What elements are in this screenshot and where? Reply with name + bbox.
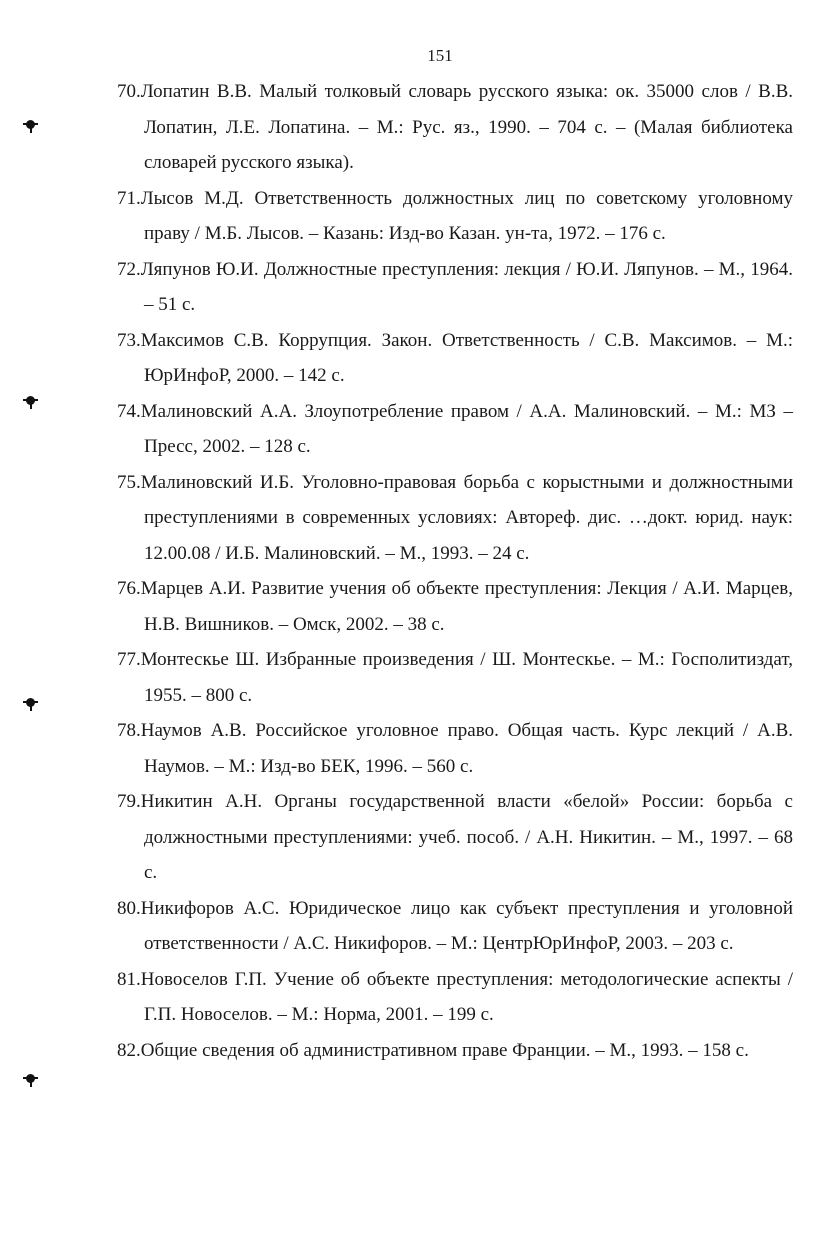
bibliography-entry bbox=[117, 891, 793, 962]
entry-number: 81. bbox=[117, 968, 141, 990]
entry-number: 71. bbox=[117, 187, 141, 209]
entry-text: Малиновский И.Б. Уголовно-правовая борьба с корыстными и должностными преступлениями в современных условиях: Автореф. дис. …докт. юрид. наук: 12.00.08 / И.Б. Малиновский. – М., 1993. – 24 с. bbox=[140, 471, 793, 564]
bibliography-entry bbox=[117, 394, 793, 465]
bibliography-entry bbox=[117, 323, 793, 394]
bibliography-list bbox=[117, 74, 793, 1068]
entry-text: Наумов А.В. Российское уголовное право. Общая часть. Курс лекций / А.В. Наумов. – М.: Изд-во БЕК, 1996. – 560 с. bbox=[140, 720, 793, 777]
binding-hole-mark bbox=[26, 396, 35, 405]
entry-text: Никитин А.Н. Органы государственной власти «белой» России: борьба с должностными преступлениями: учеб. пособ. / А.Н. Никитин. – М., 1997. – 68 с. bbox=[140, 791, 793, 883]
entry-number: 72. bbox=[117, 258, 141, 280]
entry-number: 79. bbox=[117, 791, 141, 812]
entry-text: Лысов М.Д. Ответственность должностных лиц по советскому уголовному праву / М.Б. Лысов. – Казань: Изд-во Казан. ун-та, 1972. – 176 с. bbox=[140, 187, 793, 244]
bibliography-entry bbox=[117, 713, 793, 784]
binding-hole-mark bbox=[26, 1074, 35, 1083]
bibliography-entry bbox=[117, 181, 793, 252]
bibliography-entry bbox=[117, 642, 793, 713]
entry-number: 74. bbox=[117, 400, 141, 422]
bibliography-entry bbox=[117, 962, 793, 1033]
bibliography-entry bbox=[117, 571, 793, 642]
entry-number: 78. bbox=[117, 720, 141, 741]
entry-text: Марцев А.И. Развитие учения об объекте преступления: Лекция / А.И. Марцев, Н.В. Вишников. – Омск, 2002. – 38 с. bbox=[140, 578, 793, 635]
entry-text: Максимов С.В. Коррупция. Закон. Ответственность / С.В. Максимов. – М.: ЮрИнфоР, 2000. – 142 с. bbox=[140, 329, 793, 386]
entry-text: Ляпунов Ю.И. Должностные преступления: лекция / Ю.И. Ляпунов. – М., 1964. – 51 с. bbox=[140, 258, 793, 315]
entry-text: Общие сведения об административном праве Франции. – М., 1993. – 158 с. bbox=[140, 1039, 749, 1061]
entry-number: 75. bbox=[117, 471, 141, 493]
entry-text: Монтескье Ш. Избранные произведения / Ш. Монтескье. – М.: Госполитиздат, 1955. – 800 с. bbox=[140, 649, 793, 706]
entry-text: Новоселов Г.П. Учение об объекте преступления: методологические аспекты / Г.П. Новоселов. – М.: Норма, 2001. – 199 с. bbox=[140, 968, 793, 1025]
entry-number: 73. bbox=[117, 329, 141, 351]
entry-number: 76. bbox=[117, 578, 141, 599]
entry-number: 77. bbox=[117, 649, 141, 670]
entry-number: 70. bbox=[117, 81, 141, 102]
binding-hole-mark bbox=[26, 120, 35, 129]
entry-text: Лопатин В.В. Малый толковый словарь русского языка: ок. 35000 слов / В.В. Лопатин, Л.Е. Лопатина. – М.: Рус. яз., 1990. – 704 с. – (Малая библиотека словарей русского языка). bbox=[140, 81, 793, 173]
bibliography-entry bbox=[117, 465, 793, 572]
bibliography-entry bbox=[117, 1033, 793, 1069]
binding-hole-mark bbox=[26, 698, 35, 707]
bibliography-entry bbox=[117, 74, 793, 181]
entry-text: Малиновский А.А. Злоупотребление правом / А.А. Малиновский. – М.: МЗ – Пресс, 2002. – 128 с. bbox=[140, 400, 793, 457]
bibliography-entry bbox=[117, 252, 793, 323]
entry-number: 80. bbox=[117, 897, 141, 919]
page-number: 151 bbox=[427, 46, 453, 65]
bibliography-entry bbox=[117, 784, 793, 891]
entry-text: Никифоров А.С. Юридическое лицо как субъект преступления и уголовной ответственности / А.С. Никифоров. – М.: ЦентрЮрИнфоР, 2003. – 203 с. bbox=[140, 897, 793, 954]
entry-number: 82. bbox=[117, 1039, 141, 1061]
